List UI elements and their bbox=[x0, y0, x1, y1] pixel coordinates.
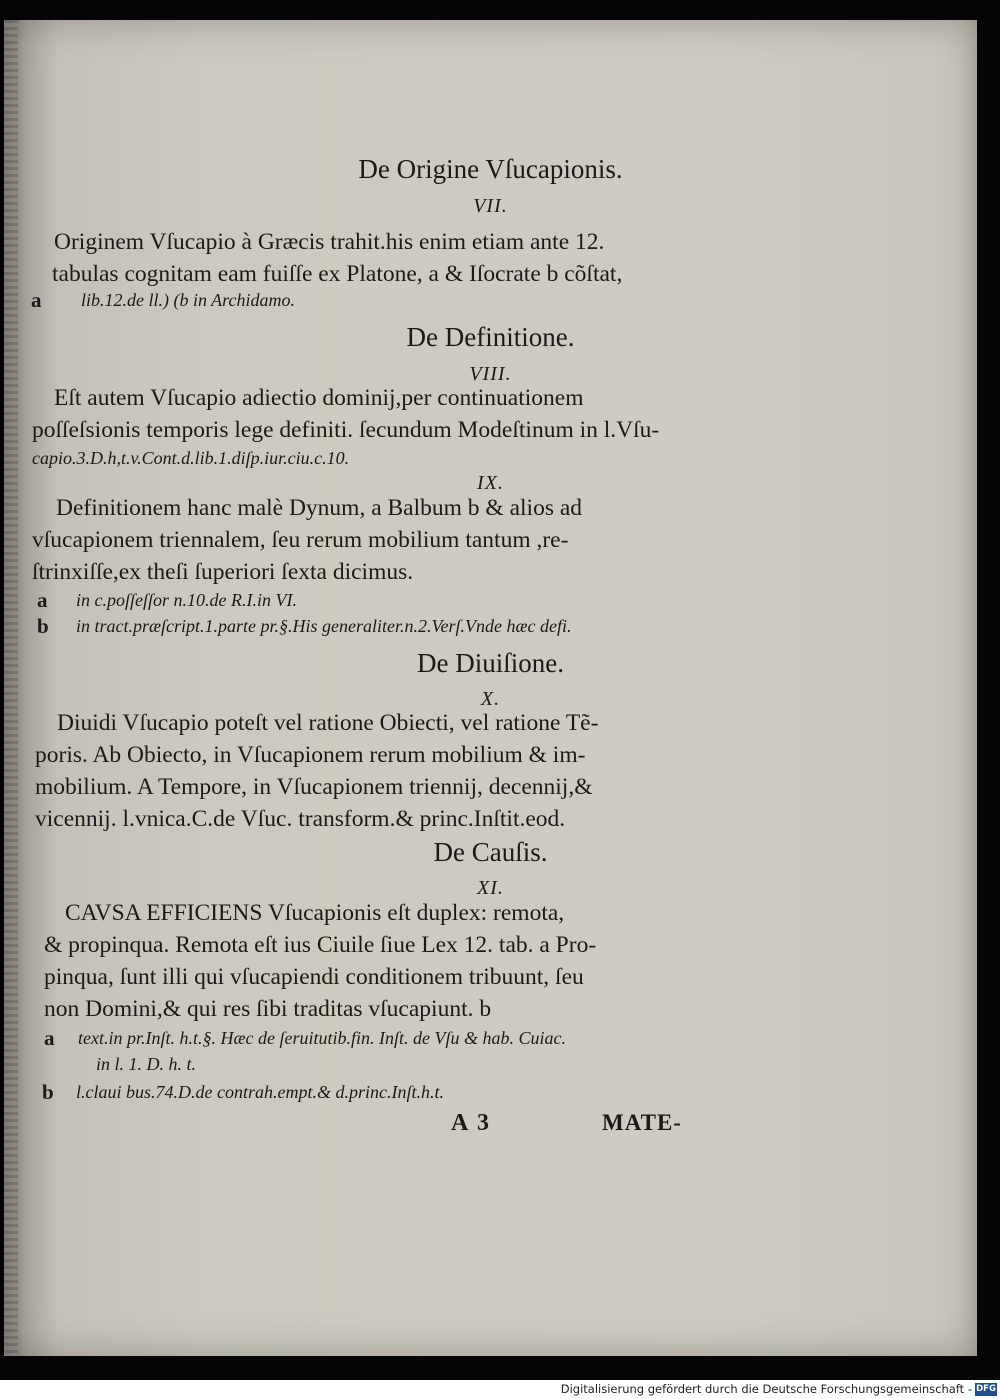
catchword: MATE- bbox=[602, 1110, 682, 1135]
section-numeral-ix: IX. bbox=[477, 472, 504, 494]
footnote-text: in c.poſſeſſor n.10.de R.I.in VI. bbox=[76, 590, 297, 610]
footnote-text: lib.12.de ll.) (b in Archidamo. bbox=[81, 290, 295, 310]
text-line: Eſt autem Vſucapio adiectio dominij,per continuationem bbox=[54, 385, 584, 411]
footnote-marker: a bbox=[31, 288, 42, 312]
text-line: Diuidi Vſucapio poteſt vel ratione Obiecti, vel ratione Tẽ- bbox=[57, 710, 599, 736]
text-line: tabulas cognitam eam fuiſſe ex Platone, a & Iſocrate b cõſtat, bbox=[52, 261, 623, 287]
text-line: mobilium. A Tempore, in Vſucapionem triennij, decennij,& bbox=[35, 774, 593, 800]
text-line: pinqua, ſunt illi qui vſucapiendi conditionem tribuunt, ſeu bbox=[44, 964, 584, 990]
text-line: poris. Ab Obiecto, in Vſucapionem rerum mobilium & im- bbox=[35, 742, 586, 768]
section-heading-division: De Diuiſione. bbox=[417, 648, 564, 678]
section-heading-causes: De Cauſis. bbox=[433, 837, 548, 867]
text-line: vſucapionem triennalem, ſeu rerum mobilium tantum ,re- bbox=[32, 527, 569, 553]
funding-credit: Digitalisierung gefördert durch die Deutsche Forschungsgemeinschaft - bbox=[560, 1382, 972, 1396]
section-numeral-x: X. bbox=[480, 688, 501, 710]
footnote-text: l.claui bus.74.D.de contrah.empt.& d.princ.Inſt.h.t. bbox=[76, 1082, 444, 1102]
section-numeral-vii: VII. bbox=[473, 195, 508, 217]
footnote-text: in l. 1. D. h. t. bbox=[96, 1054, 197, 1074]
signature-mark: A 3 bbox=[451, 1110, 492, 1136]
text-line: & propinqua. Remota eſt ius Ciuile ſiue Lex 12. tab. a Pro- bbox=[44, 932, 597, 958]
text-line: Originem Vſucapio à Græcis trahit.his enim etiam ante 12. bbox=[54, 229, 605, 255]
page-text bbox=[4, 20, 977, 1356]
text-line: CAVSA EFFICIENS Vſucapionis eſt duplex: remota, bbox=[65, 900, 565, 926]
section-heading-origin: De Origine Vſucapionis. bbox=[358, 154, 623, 184]
footnote-marker: b bbox=[37, 614, 49, 638]
dfg-logo-icon: DFG bbox=[976, 1384, 996, 1394]
text-line: Definitionem hanc malè Dynum, a Balbum b & alios ad bbox=[56, 495, 583, 521]
section-numeral-xi: XI. bbox=[477, 877, 504, 899]
section-heading-definition: De Definitione. bbox=[406, 322, 575, 352]
text-line: ſtrinxiſſe,ex theſi ſuperiori ſexta dicimus. bbox=[32, 559, 414, 585]
digitization-footer bbox=[0, 1380, 1000, 1399]
footnote-marker: b bbox=[42, 1080, 54, 1104]
section-numeral-viii: VIII. bbox=[469, 363, 512, 385]
footnote-text: text.in pr.Inſt. h.t.§. Hæc de ſeruitutib.fin. Inſt. de Vſu & hab. Cuiac. bbox=[78, 1028, 566, 1048]
footnote-marker: a bbox=[44, 1026, 55, 1050]
text-line: non Domini,& qui res ſibi traditas vſucapiunt. b bbox=[44, 996, 492, 1022]
book-page bbox=[4, 20, 977, 1356]
text-line: vicennij. l.vnica.C.de Vſuc. transform.& princ.Inſtit.eod. bbox=[35, 806, 566, 832]
text-line: poſſeſsionis temporis lege definiti. ſecundum Modeſtinum in l.Vſu- bbox=[32, 417, 660, 443]
footnote-marker: a bbox=[37, 588, 48, 612]
text-line-citation: capio.3.D.h,t.v.Cont.d.lib.1.diſp.iur.ciu.c.10. bbox=[32, 448, 350, 468]
footnote-text: in tract.præſcript.1.parte pr.§.His generaliter.n.2.Verſ.Vnde hæc defi. bbox=[76, 616, 572, 636]
